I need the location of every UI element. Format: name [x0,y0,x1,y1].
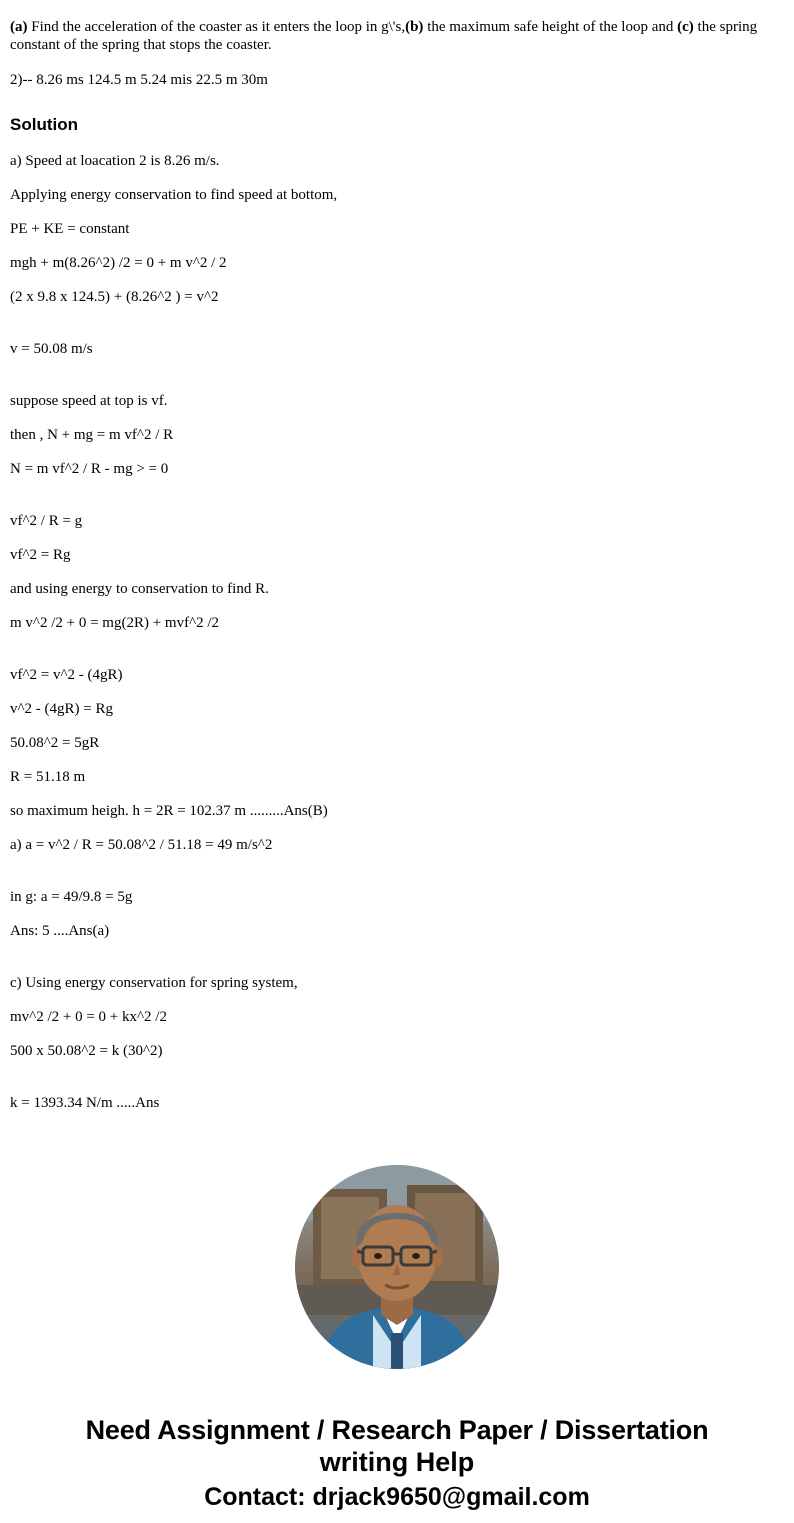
solution-line: vf^2 = Rg [10,546,71,563]
solution-line: Applying energy conservation to find speed at bottom, [10,186,338,203]
solution-line: mv^2 /2 + 0 = 0 + kx^2 /2 [10,1008,167,1025]
solution-line: a) a = v^2 / R = 50.08^2 / 51.18 = 49 m/s^2 [10,836,273,853]
solution-line-blank [10,495,784,513]
solution-line: c) Using energy conservation for spring system, [10,974,298,991]
question-part-c-text: the spring constant of the spring that stops the coaster. [10,19,758,53]
solution-line: Ans: 5 ....Ans(a) [10,922,110,939]
solution-line: vf^2 = v^2 - (4gR) [10,666,123,683]
question-part-b-text: the maximum safe height of the loop and [423,19,678,35]
solution-heading: Solution [10,115,78,135]
solution-line-blank [10,323,784,341]
question-text [10,0,784,54]
solution-line: then , N + mg = m vf^2 / R [10,426,174,443]
solution-line: 50.08^2 = 5gR [10,734,100,751]
solution-line: k = 1393.34 N/m .....Ans [10,1094,160,1111]
question-given-values: 2)-- 8.26 ms 124.5 m 5.24 mis 22.5 m 30m [10,72,268,88]
question-part-a-text: Find the acceleration of the coaster as it enters the loop in g\'s, [27,19,406,35]
solution-line: (2 x 9.8 x 124.5) + (8.26^2 ) = v^2 [10,288,219,305]
solution-line: v = 50.08 m/s [10,340,93,357]
promo-banner [10,1415,784,1511]
profile-photo-icon [295,1165,499,1369]
solution-body [10,153,784,1129]
question-part-c-label: (c) [677,19,694,35]
solution-line-blank [10,957,784,975]
promo-line-2: writing Help [319,1447,475,1478]
solution-line-blank [10,375,784,393]
solution-line: N = m vf^2 / R - mg > = 0 [10,460,169,477]
solution-line-blank [10,871,784,889]
solution-line: 500 x 50.08^2 = k (30^2) [10,1042,163,1059]
solution-line: PE + KE = constant [10,220,130,237]
solution-line: vf^2 / R = g [10,512,83,529]
solution-line: suppose speed at top is vf. [10,392,168,409]
solution-line: so maximum heigh. h = 2R = 102.37 m .........Ans(B) [10,802,328,819]
avatar-container [10,1165,784,1369]
solution-line: R = 51.18 m [10,768,86,785]
solution-line: in g: a = 49/9.8 = 5g [10,888,133,905]
solution-line: mgh + m(8.26^2) /2 = 0 + m v^2 / 2 [10,254,227,271]
question-part-b-label: (b) [405,19,424,35]
solution-line-blank [10,1077,784,1095]
solution-line: and using energy to conservation to find R. [10,580,269,597]
question-part-a-label: (a) [10,19,28,35]
promo-line-1: Need Assignment / Research Paper / Dissertation [85,1414,709,1445]
solution-line-blank [10,649,784,667]
solution-line: v^2 - (4gR) = Rg [10,700,113,717]
solution-line: a) Speed at loacation 2 is 8.26 m/s. [10,152,220,169]
promo-contact: Contact: drjack9650@gmail.com [204,1483,590,1512]
avatar [295,1165,499,1369]
solution-line: m v^2 /2 + 0 = mg(2R) + mvf^2 /2 [10,614,220,631]
